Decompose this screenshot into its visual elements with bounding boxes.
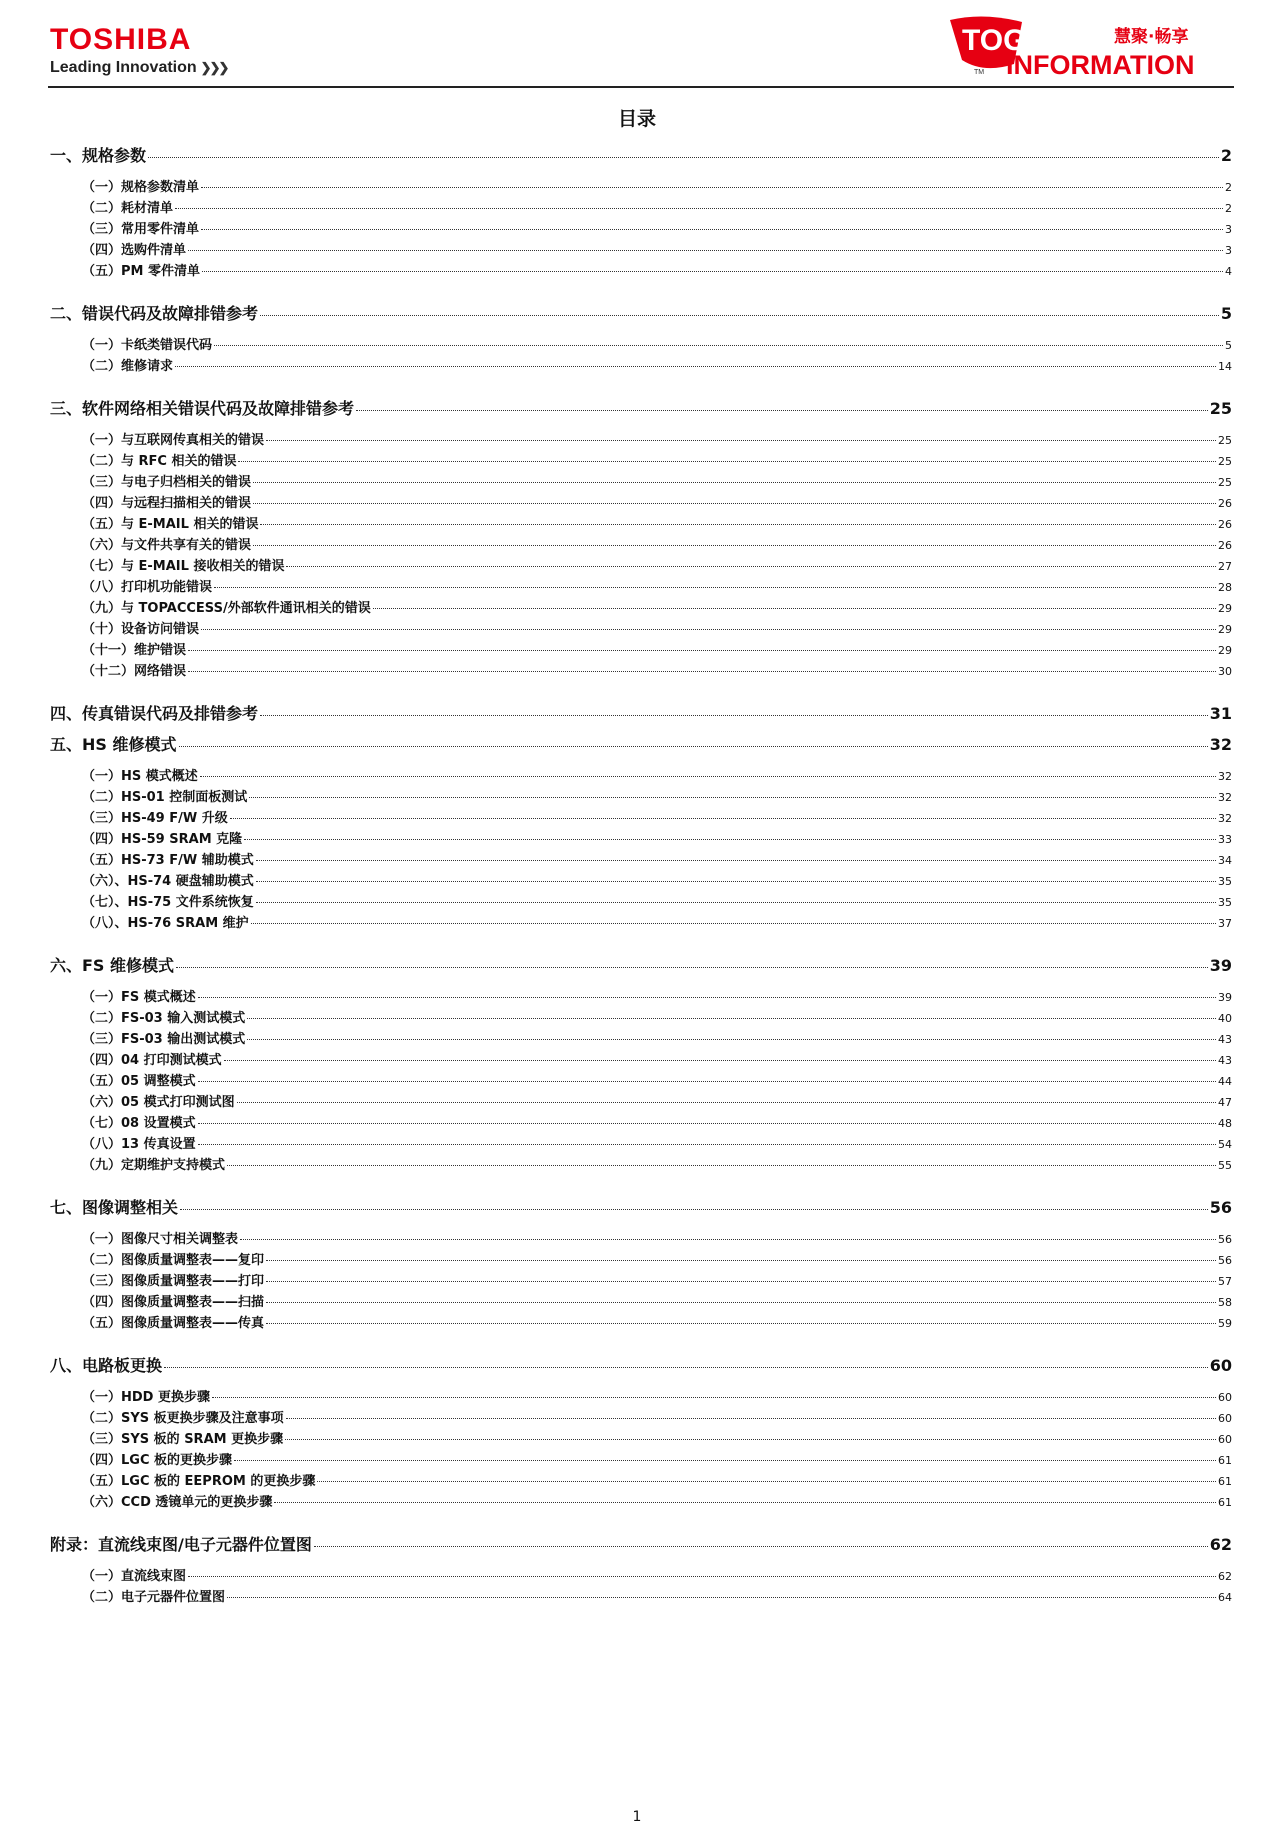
toc-subsection-entry[interactable] [50, 1094, 1232, 1115]
toc-dot-leader [266, 440, 1216, 441]
toc-subsection-entry[interactable] [50, 1294, 1232, 1315]
toc-subsection-entry[interactable] [50, 1473, 1232, 1494]
toc-dot-leader [285, 1439, 1216, 1440]
toc-dot-leader [234, 1460, 1216, 1461]
toc-entry-page-number: 25 [1218, 476, 1232, 489]
toc-dot-leader [198, 1123, 1216, 1124]
toc-subsection-entry[interactable] [50, 1115, 1232, 1136]
toc-subsection-entry[interactable] [50, 221, 1232, 242]
toc-entry-label: （一）图像尺寸相关调整表 [82, 1232, 239, 1247]
toc-subsection-entry[interactable] [50, 263, 1232, 284]
toc-dot-leader [230, 818, 1216, 819]
toc-dot-leader [198, 1081, 1216, 1082]
toc-dot-leader [266, 1281, 1216, 1282]
toc-entry-label: （一）与互联网传真相关的错误 [82, 433, 265, 448]
toc-dot-leader [274, 1502, 1216, 1503]
toc-dot-leader [224, 1060, 1216, 1061]
toc-subsection-entry[interactable] [50, 1231, 1232, 1252]
toc-subsection-entry[interactable] [50, 1410, 1232, 1431]
toc-subsection-entry[interactable] [50, 1452, 1232, 1473]
toc-entry-label: （十）设备访问错误 [82, 622, 200, 637]
toc-dot-leader [148, 157, 1219, 158]
toc-subsection-entry[interactable] [50, 537, 1232, 558]
toc-entry-page-number: 31 [1209, 704, 1232, 723]
toc-entry-page-number: 29 [1218, 602, 1232, 615]
toc-subsection-entry[interactable] [50, 1273, 1232, 1294]
toc-entry-page-number: 39 [1218, 991, 1232, 1004]
toc-section-entry[interactable] [50, 1356, 1232, 1377]
toc-subsection-entry[interactable] [50, 558, 1232, 579]
toc-entry-label: （五）05 调整模式 [82, 1074, 196, 1089]
toc-entry-label: 五、HS 维修模式 [50, 735, 177, 754]
toc-dot-leader [164, 1367, 1208, 1368]
toc-entry-label: （三）HS-49 F/W 升级 [82, 811, 228, 826]
toc-dot-leader [212, 1397, 1216, 1398]
toc-entry-page-number: 32 [1218, 791, 1232, 804]
toc-subsection-entry[interactable] [50, 358, 1232, 379]
toc-entry-label: （一）HS 模式概述 [82, 769, 198, 784]
toc-entry-label: 附录：直流线束图/电子元器件位置图 [50, 1535, 312, 1554]
toc-entry-label: 二、错误代码及故障排错参考 [50, 304, 259, 323]
toc-section-entry[interactable] [50, 704, 1232, 725]
toc-entry-label: （二）电子元器件位置图 [82, 1590, 226, 1605]
toc-entry-label: （一）FS 模式概述 [82, 990, 196, 1005]
toc-entry-page-number: 39 [1209, 956, 1232, 975]
toc-entry-label: 八、电路板更换 [50, 1356, 163, 1375]
toc-entry-page-number: 2 [1225, 202, 1232, 215]
toc-dot-leader [266, 1323, 1216, 1324]
toc-entry-label: （八）打印机功能错误 [82, 580, 213, 595]
toc-dot-leader [286, 1418, 1216, 1419]
toc-subsection-entry[interactable] [50, 495, 1232, 516]
toc-dot-leader [201, 629, 1216, 630]
together-information-logo [944, 14, 1234, 80]
brand-name: TOSHIBA [50, 23, 192, 56]
toc-entry-page-number: 61 [1218, 1496, 1232, 1509]
toc-entry-label: （二）维修请求 [82, 359, 174, 374]
toc-dot-leader [240, 1239, 1216, 1240]
toc-dot-leader [244, 839, 1216, 840]
toc-entry-label: （三）与电子归档相关的错误 [82, 475, 252, 490]
toc-section-entry[interactable] [50, 304, 1232, 325]
toc-entry-label: （一）HDD 更换步骤 [82, 1390, 210, 1405]
toc-dot-leader [356, 410, 1208, 411]
toc-subsection-entry[interactable] [50, 1494, 1232, 1515]
toc-dot-leader [247, 1039, 1216, 1040]
toc-entry-page-number: 14 [1218, 360, 1232, 373]
page-number: 1 [632, 1809, 642, 1825]
toc-subsection-entry[interactable] [50, 516, 1232, 537]
table-of-contents [50, 146, 1232, 1610]
toc-subsection-entry[interactable] [50, 894, 1232, 915]
toc-entry-label: （二）HS-01 控制面板测试 [82, 790, 248, 805]
toc-dot-leader [260, 315, 1219, 316]
toc-dot-leader [260, 715, 1208, 716]
logo-tm-text: TM [974, 69, 985, 76]
toc-subsection-entry[interactable] [50, 179, 1232, 200]
toc-entry-label: （六）、HS-74 硬盘辅助模式 [82, 874, 254, 889]
toc-subsection-entry[interactable] [50, 1136, 1232, 1157]
toc-subsection-entry[interactable] [50, 1589, 1232, 1610]
toc-dot-leader [179, 746, 1208, 747]
toc-entry-label: （四）04 打印测试模式 [82, 1053, 222, 1068]
toc-entry-page-number: 25 [1218, 434, 1232, 447]
toc-entry-label: 四、传真错误代码及排错参考 [50, 704, 259, 723]
toc-section-entry[interactable] [50, 956, 1232, 977]
toc-subsection-entry[interactable] [50, 1315, 1232, 1336]
toc-dot-leader [373, 608, 1216, 609]
toc-entry-label: （一）直流线束图 [82, 1569, 187, 1584]
toc-dot-leader [237, 1102, 1216, 1103]
toc-entry-label: （二）与 RFC 相关的错误 [82, 454, 237, 469]
toc-subsection-entry[interactable] [50, 789, 1232, 810]
toc-dot-leader [201, 187, 1223, 188]
logo-line1-text: TOGETHER [962, 24, 1129, 57]
toc-entry-page-number: 25 [1218, 455, 1232, 468]
toc-entry-page-number: 56 [1218, 1254, 1232, 1267]
toc-entry-label: （四）图像质量调整表——扫描 [82, 1295, 265, 1310]
toc-entry-label: （三）FS-03 输出测试模式 [82, 1032, 246, 1047]
toc-subsection-entry[interactable] [50, 453, 1232, 474]
toc-entry-page-number: 26 [1218, 518, 1232, 531]
together-information-logo-graphic [944, 14, 1234, 80]
toc-entry-page-number: 32 [1218, 770, 1232, 783]
toc-dot-leader [247, 1018, 1216, 1019]
toc-dot-leader [249, 797, 1216, 798]
toc-subsection-entry[interactable] [50, 242, 1232, 263]
toc-entry-label: 一、规格参数 [50, 146, 147, 165]
toc-dot-leader [180, 1209, 1208, 1210]
toc-dot-leader [214, 587, 1216, 588]
toc-entry-page-number: 61 [1218, 1454, 1232, 1467]
toc-entry-page-number: 61 [1218, 1475, 1232, 1488]
toc-entry-page-number: 2 [1220, 146, 1232, 165]
toc-entry-label: （六）05 模式打印测试图 [82, 1095, 235, 1110]
toc-subsection-entry[interactable] [50, 873, 1232, 894]
chevrons-icon: ❯❯❯ [200, 60, 228, 75]
toc-entry-page-number: 60 [1218, 1391, 1232, 1404]
toc-entry-label: （四）HS-59 SRAM 克隆 [82, 832, 243, 847]
toc-subsection-entry[interactable] [50, 1389, 1232, 1410]
toc-entry-label: （四）选购件清单 [82, 243, 187, 258]
brand-tagline: Leading Innovation [50, 59, 197, 76]
toc-dot-leader [202, 271, 1223, 272]
toc-entry-label: （六）与文件共享有关的错误 [82, 538, 252, 553]
logo-chinese-text: 慧聚·畅享 [1114, 27, 1189, 47]
toc-entry-label: （九）与 TOPACCESS/外部软件通讯相关的错误 [82, 601, 371, 616]
toc-dot-leader [175, 366, 1216, 367]
toc-subsection-entry[interactable] [50, 989, 1232, 1010]
toc-entry-page-number: 34 [1218, 854, 1232, 867]
toc-dot-leader [253, 503, 1216, 504]
toc-entry-page-number: 26 [1218, 539, 1232, 552]
toc-entry-label: （十一）维护错误 [82, 643, 187, 658]
toc-entry-page-number: 29 [1218, 644, 1232, 657]
toc-dot-leader [176, 967, 1208, 968]
toc-subsection-entry[interactable] [50, 1031, 1232, 1052]
toc-entry-page-number: 32 [1218, 812, 1232, 825]
toc-entry-label: （七）、HS-75 文件系统恢复 [82, 895, 254, 910]
toc-entry-page-number: 28 [1218, 581, 1232, 594]
toc-entry-page-number: 5 [1225, 339, 1232, 352]
toc-entry-label: （一）规格参数清单 [82, 180, 200, 195]
toc-entry-label: 六、FS 维修模式 [50, 956, 175, 975]
toc-entry-page-number: 44 [1218, 1075, 1232, 1088]
toshiba-logo [50, 24, 227, 78]
toc-dot-leader [227, 1597, 1216, 1598]
toc-dot-leader [286, 566, 1216, 567]
toc-entry-label: （五）图像质量调整表——传真 [82, 1316, 265, 1331]
toc-subsection-entry[interactable] [50, 600, 1232, 621]
toc-dot-leader [253, 545, 1216, 546]
toc-entry-label: 三、软件网络相关错误代码及故障排错参考 [50, 399, 355, 418]
toc-subsection-entry[interactable] [50, 1010, 1232, 1031]
toc-entry-page-number: 60 [1218, 1433, 1232, 1446]
toc-subsection-entry[interactable] [50, 1157, 1232, 1178]
toc-entry-page-number: 2 [1225, 181, 1232, 194]
toc-entry-page-number: 59 [1218, 1317, 1232, 1330]
toc-entry-label: （五）与 E-MAIL 相关的错误 [82, 517, 259, 532]
toc-dot-leader [188, 250, 1223, 251]
toc-subsection-entry[interactable] [50, 621, 1232, 642]
toc-entry-page-number: 5 [1220, 304, 1232, 323]
toc-dot-leader [256, 860, 1216, 861]
toc-entry-page-number: 29 [1218, 623, 1232, 636]
toc-entry-page-number: 62 [1218, 1570, 1232, 1583]
toc-dot-leader [260, 524, 1216, 525]
toc-subsection-entry[interactable] [50, 810, 1232, 831]
toc-section-entry[interactable] [50, 1535, 1232, 1556]
toc-entry-page-number: 27 [1218, 560, 1232, 573]
toc-subsection-entry[interactable] [50, 768, 1232, 789]
toc-dot-leader [200, 776, 1216, 777]
toc-entry-page-number: 35 [1218, 896, 1232, 909]
toc-entry-label: （七）与 E-MAIL 接收相关的错误 [82, 559, 285, 574]
toc-entry-page-number: 62 [1209, 1535, 1232, 1554]
toc-entry-page-number: 4 [1225, 265, 1232, 278]
toc-section-entry[interactable] [50, 1198, 1232, 1219]
toc-entry-page-number: 37 [1218, 917, 1232, 930]
toc-entry-label: （四）LGC 板的更换步骤 [82, 1453, 233, 1468]
toc-section-entry[interactable] [50, 146, 1232, 167]
toc-dot-leader [198, 997, 1216, 998]
toc-subsection-entry[interactable] [50, 1073, 1232, 1094]
toc-entry-page-number: 43 [1218, 1033, 1232, 1046]
toc-dot-leader [188, 671, 1216, 672]
toc-entry-page-number: 43 [1218, 1054, 1232, 1067]
toc-entry-page-number: 57 [1218, 1275, 1232, 1288]
toc-subsection-entry[interactable] [50, 1568, 1232, 1589]
toc-dot-leader [227, 1165, 1216, 1166]
toc-subsection-entry[interactable] [50, 852, 1232, 873]
toc-section-entry[interactable] [50, 399, 1232, 420]
toc-entry-label: （五）HS-73 F/W 辅助模式 [82, 853, 254, 868]
toc-entry-label: （四）与远程扫描相关的错误 [82, 496, 252, 511]
toc-dot-leader [198, 1144, 1216, 1145]
toc-entry-label: （二）SYS 板更换步骤及注意事项 [82, 1411, 284, 1426]
toc-subsection-entry[interactable] [50, 642, 1232, 663]
toc-entry-label: （三）常用零件清单 [82, 222, 200, 237]
toc-entry-label: （一）卡纸类错误代码 [82, 338, 213, 353]
toc-subsection-entry[interactable] [50, 663, 1232, 684]
toc-entry-label: 七、图像调整相关 [50, 1198, 179, 1217]
toc-entry-label: （八）13 传真设置 [82, 1137, 196, 1152]
toc-entry-page-number: 60 [1209, 1356, 1232, 1375]
logo-line2-text: INFORMATION [1006, 50, 1195, 80]
toc-entry-page-number: 26 [1218, 497, 1232, 510]
toc-entry-page-number: 56 [1209, 1198, 1232, 1217]
toc-dot-leader [256, 881, 1216, 882]
toc-entry-page-number: 32 [1209, 735, 1232, 754]
toc-entry-label: （三）SYS 板的 SRAM 更换步骤 [82, 1432, 284, 1447]
toc-entry-label: （八）、HS-76 SRAM 维护 [82, 916, 249, 931]
toc-dot-leader [266, 1302, 1216, 1303]
toc-entry-page-number: 56 [1218, 1233, 1232, 1246]
toc-entry-label: （五）PM 零件清单 [82, 264, 200, 279]
toc-entry-page-number: 60 [1218, 1412, 1232, 1425]
toc-subsection-entry[interactable] [50, 432, 1232, 453]
toc-subsection-entry[interactable] [50, 831, 1232, 852]
toc-entry-label: （九）定期维护支持模式 [82, 1158, 226, 1173]
toc-section-entry[interactable] [50, 735, 1232, 756]
toc-entry-page-number: 30 [1218, 665, 1232, 678]
toc-dot-leader [317, 1481, 1216, 1482]
toc-entry-label: （二）耗材清单 [82, 201, 174, 216]
toc-entry-page-number: 35 [1218, 875, 1232, 888]
toc-dot-leader [238, 461, 1216, 462]
toc-dot-leader [256, 902, 1216, 903]
toc-subsection-entry[interactable] [50, 200, 1232, 221]
toc-dot-leader [266, 1260, 1216, 1261]
toc-subsection-entry[interactable] [50, 474, 1232, 495]
toc-title: 目录 [617, 108, 656, 130]
toc-entry-page-number: 3 [1225, 244, 1232, 257]
brand-tagline-row [50, 58, 227, 78]
toc-subsection-entry[interactable] [50, 1252, 1232, 1273]
toc-entry-page-number: 55 [1218, 1159, 1232, 1172]
toc-entry-page-number: 58 [1218, 1296, 1232, 1309]
toc-dot-leader [175, 208, 1223, 209]
toc-dot-leader [314, 1546, 1208, 1547]
toc-dot-leader [253, 482, 1216, 483]
toc-dot-leader [188, 650, 1216, 651]
toc-entry-label: （三）图像质量调整表——打印 [82, 1274, 265, 1289]
toc-entry-label: （二）图像质量调整表——复印 [82, 1253, 265, 1268]
toc-entry-page-number: 54 [1218, 1138, 1232, 1151]
toc-dot-leader [214, 345, 1223, 346]
toc-dot-leader [188, 1576, 1216, 1577]
toc-entry-page-number: 25 [1209, 399, 1232, 418]
toc-entry-page-number: 48 [1218, 1117, 1232, 1130]
toc-entry-page-number: 33 [1218, 833, 1232, 846]
toc-entry-label: （七）08 设置模式 [82, 1116, 196, 1131]
toc-dot-leader [251, 923, 1216, 924]
toc-entry-label: （十二）网络错误 [82, 664, 187, 679]
toc-subsection-entry[interactable] [50, 1431, 1232, 1452]
toc-subsection-entry[interactable] [50, 915, 1232, 936]
toc-entry-page-number: 3 [1225, 223, 1232, 236]
toc-entry-label: （六）CCD 透镜单元的更换步骤 [82, 1495, 273, 1510]
toc-dot-leader [201, 229, 1223, 230]
toc-subsection-entry[interactable] [50, 579, 1232, 600]
toc-entry-page-number: 64 [1218, 1591, 1232, 1604]
toc-subsection-entry[interactable] [50, 1052, 1232, 1073]
header-divider [48, 86, 1234, 88]
toc-entry-page-number: 40 [1218, 1012, 1232, 1025]
toc-subsection-entry[interactable] [50, 337, 1232, 358]
toc-entry-label: （二）FS-03 输入测试模式 [82, 1011, 246, 1026]
toc-entry-label: （五）LGC 板的 EEPROM 的更换步骤 [82, 1474, 316, 1489]
toc-entry-page-number: 47 [1218, 1096, 1232, 1109]
page-header [0, 0, 1274, 90]
